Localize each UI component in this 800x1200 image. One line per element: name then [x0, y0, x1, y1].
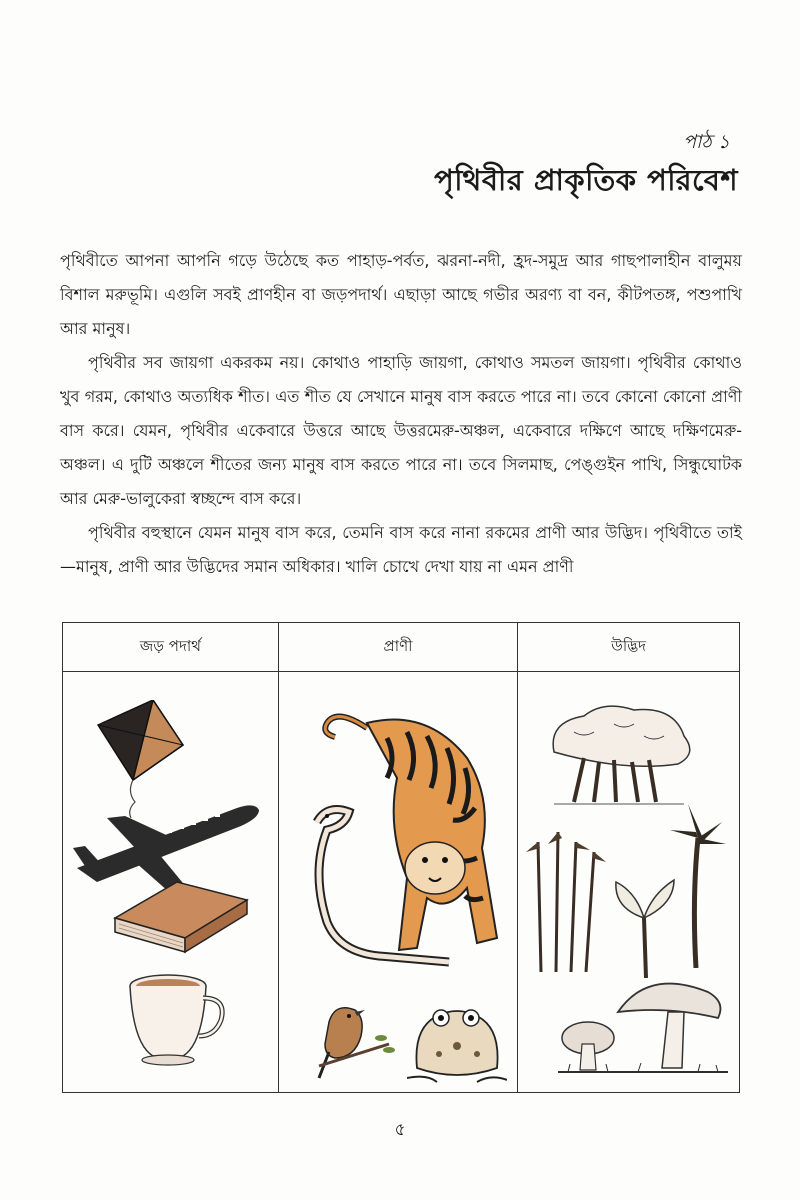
- column-header-animals: প্রাণী: [278, 623, 517, 672]
- bamboo-illustration: [526, 822, 606, 972]
- cell-animals: [278, 672, 517, 1093]
- paragraph-2: পৃথিবীর সব জায়গা একরকম নয়। কোথাও পাহাড়ি জায়গা, কোথাও সমতল জায়গা। পৃথিবীর কোথাও খুব গরম, কোথাও অত্যধিক শীত। এত শীত যে সেখানে মানুষ বাস করতে পারে না। তবে কোনো কোনো প্রাণী বাস করে। যেমন, পৃথিবীর একেবারে উত্তরে আছে উত্তরমেরু-অঞ্চল, একেবারে দক্ষিণে আছে দক্ষিণমেরু-অঞ্চল। এ দুটি অঞ্চলে শীতের জন্য মানুষ বাস করতে পারে না। তবে সিলমাছ, পেঙ্গুইন পাখি, সিন্ধুঘোটক আর মেরু-ভালুকেরা স্বচ্ছন্দে বাস করে।: [60, 353, 742, 508]
- book-illustration: [111, 868, 251, 958]
- bird-illustration: [309, 992, 399, 1082]
- paragraph-1: পৃথিবীতে আপনা আপনি গড়ে উঠেছে কত পাহাড়-পর্বত, ঝরনা-নদী, হ্রদ-সমুদ্র আর গাছপালাহীন বালুময় বিশাল মরুভূমি। এগুলি সবই প্রাণহীন বা জড়পদার্থ। এছাড়া আছে গভীর অরণ্য বা বন, কীটপতঙ্গ, পশুপাখি আর মানুষ।: [60, 251, 742, 338]
- lesson-number: পাঠ ১: [683, 131, 730, 153]
- banana-plant-illustration: [610, 878, 680, 978]
- snake-illustration: [299, 792, 459, 982]
- page-number: ৫: [394, 1120, 406, 1140]
- body-text: [60, 244, 742, 584]
- column-header-plants: উদ্ভিদ: [518, 623, 740, 672]
- paragraph-3: পৃথিবীর বহুস্থানে যেমন মানুষ বাস করে, তেমনি বাস করে নানা রকমের প্রাণী আর উদ্ভিদ। পৃথিবীতে তাই—মানুষ, প্রাণী আর উদ্ভিদের সমান অধিকার। খালি চোখে দেখা যায় না এমন প্রাণী: [60, 523, 742, 576]
- mushroom-illustration: [558, 972, 728, 1082]
- cell-non-living: [63, 672, 279, 1093]
- column-header-matter: জড় পদার্থ: [63, 623, 279, 672]
- cell-plants: [518, 672, 740, 1093]
- banyan-tree-illustration: [544, 702, 694, 812]
- page-title: পৃথিবীর প্রাকৃতিক পরিবেশ: [434, 163, 738, 197]
- frog-illustration: [407, 998, 507, 1088]
- cup-illustration: [123, 964, 233, 1074]
- classification-table: [62, 622, 740, 1093]
